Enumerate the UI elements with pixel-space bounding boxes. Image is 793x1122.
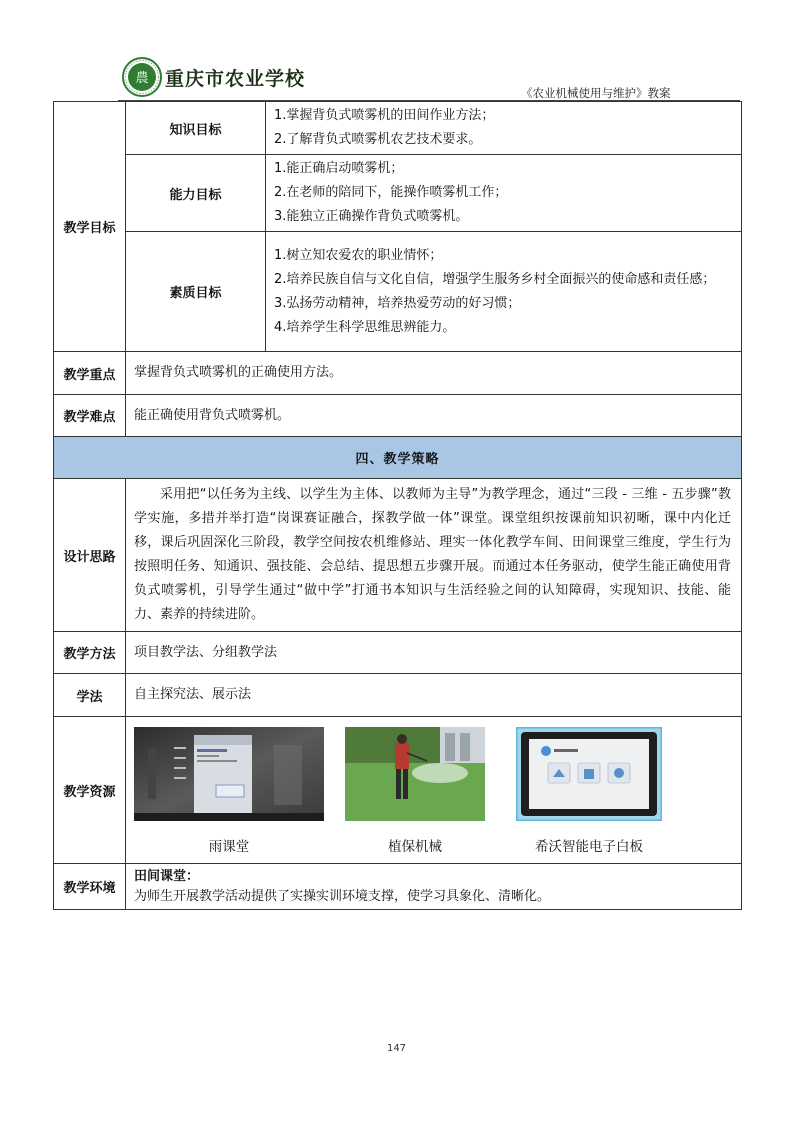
list-item: 4.培养学生科学思维思辨能力。 xyxy=(274,319,456,335)
environment-text: 为师生开展教学活动提供了实操实训环境支撑，使学习具象化、清晰化。 xyxy=(134,888,551,904)
method-label: 教学方法 xyxy=(54,632,126,674)
design-text: 采用把“以任务为主线、以学生为主体、以教师为主导”为教学理念，通过“三段 - 三维 - 五步骤”教学实施，多措并举打造“岗课赛证融合，探教学做一体”课堂。课堂组织按课前知识初晰，课中内化迁移，课后巩固深化三阶段，教学空间按农机维修站、理实一体化教学车间、田间课堂三维度，学生行为按照明任务、知通识、强技能、会总结、提思想五步骤开展。而通过本任务驱动，使学生能正确使用背负式喷雾机，引导学生通过“做中学”打通书本知识与生活经验之间的认知障碍，实现知识、技能、能力、素养的持续进阶。 xyxy=(126,479,742,632)
environment-title: 田间课堂： xyxy=(134,868,200,884)
ability-goal-label: 能力目标 xyxy=(126,155,266,232)
page-number: 147 xyxy=(386,1043,407,1054)
difficulty-text: 能正确使用背负式喷雾机。 xyxy=(126,395,742,437)
list-item: 3.能独立正确操作背负式喷雾机。 xyxy=(274,209,469,224)
resources-label: 教学资源 xyxy=(54,717,126,864)
list-item: 2.了解背负式喷雾机农艺技术要求。 xyxy=(274,132,482,147)
learning-text: 自主探究法、展示法 xyxy=(126,674,742,717)
smart-board-image xyxy=(516,727,662,821)
strategy-heading: 四、教学策略 xyxy=(54,437,742,479)
school-logo-icon xyxy=(122,57,162,97)
resource-caption: 雨课堂 xyxy=(208,839,250,855)
knowledge-goal-label: 知识目标 xyxy=(126,102,266,155)
method-text: 项目教学法、分组教学法 xyxy=(126,632,742,674)
difficulty-label: 教学难点 xyxy=(54,395,126,437)
course-title: 《农业机械使用与维护》教案 xyxy=(521,86,671,100)
quality-goal-list xyxy=(266,232,742,352)
learning-label: 学法 xyxy=(54,674,126,717)
list-item: 2.在老师的陪同下，能操作喷雾机工作； xyxy=(274,185,508,200)
page-header xyxy=(0,0,793,100)
list-item: 2.培养民族自信与文化自信，增强学生服务乡村全面振兴的使命感和责任感； xyxy=(274,271,716,287)
environment-cell xyxy=(126,864,742,910)
list-item: 1.掌握背负式喷雾机的田间作业方法； xyxy=(274,108,495,123)
ability-goal-list xyxy=(266,155,742,232)
resource-caption: 希沃智能电子白板 xyxy=(535,839,643,855)
design-label: 设计思路 xyxy=(54,479,126,632)
key-point-text: 掌握背负式喷雾机的正确使用方法。 xyxy=(126,352,742,395)
list-item: 3.弘扬劳动精神，培养热爱劳动的好习惯； xyxy=(274,295,521,311)
lesson-plan-table xyxy=(53,101,742,910)
sprayer-photo-image xyxy=(345,727,485,821)
resource-caption: 植保机械 xyxy=(388,839,442,855)
quality-goal-label: 素质目标 xyxy=(126,232,266,352)
list-item: 1.树立知农爱农的职业情怀； xyxy=(274,247,443,263)
knowledge-goal-list xyxy=(266,102,742,155)
resources-cell xyxy=(126,717,742,864)
school-name: 重庆市农业学校 xyxy=(165,68,306,90)
list-item: 1.能正确启动喷雾机； xyxy=(274,161,404,176)
key-point-label: 教学重点 xyxy=(54,352,126,395)
environment-label: 教学环境 xyxy=(54,864,126,910)
goals-label: 教学目标 xyxy=(54,102,126,352)
svg-text:農: 農 xyxy=(135,71,149,86)
rain-classroom-image xyxy=(134,727,324,821)
